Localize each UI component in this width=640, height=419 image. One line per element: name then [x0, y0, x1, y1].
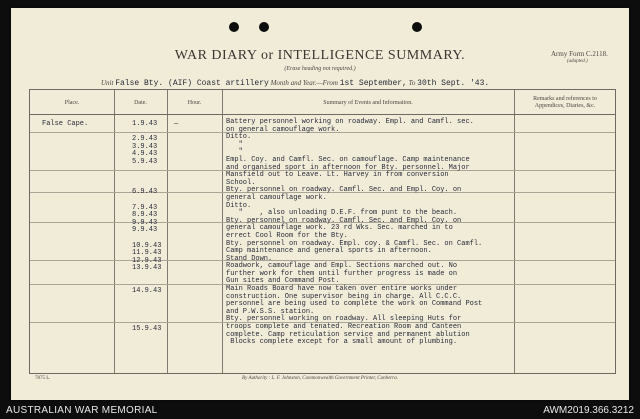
unit-label: Unit	[101, 79, 114, 87]
printer-authority: By Authority : L. F. Johnston, Commonwealth Government Printer, Canberra.	[242, 376, 398, 381]
header-date: Date.	[134, 100, 147, 106]
army-form-number: Army Form C.2118.	[551, 50, 608, 58]
page-title: WAR DIARY or INTELLIGENCE SUMMARY.	[174, 48, 466, 63]
place-column: False Cape.	[42, 120, 89, 128]
diary-sheet	[11, 8, 629, 400]
date-column: 1.9.43 2.9.43 3.9.43 4.9.43 5.9.43 6.9.43 7.9.43 8.9.43 9.9.43 9.9.43 10.9.43 11.9.43 12.9.43 13.9.43 14.9.43 15.9.43	[132, 120, 162, 334]
archive-caption: AUSTRALIAN WAR MEMORIAL	[6, 405, 158, 416]
from-value: 1st September,	[339, 79, 407, 88]
page-subtitle: (Erase heading not required.)	[284, 66, 356, 72]
to-label: To	[408, 79, 416, 87]
hour-column: —	[174, 120, 179, 128]
unit-line	[101, 79, 489, 88]
summary-column: Battery personnel working on roadway. Empl. and Camfl. sec. on general camouflage work. Ditto. " " Empl. Coy. and Camfl. Sec. on camouflage. Camp maintenance and organised sport in afternoon for Bty. personnel. Major Mansfield out to Leave. Lt. Harvey in from conversion School. Bty. personnel on roadway. Camfl. Sec. and Empl. Coy. on general camouflage work. Ditto. " , also unloading D.E.F. from punt to the beach. Bty. personnel on roadway. Camfl. Sec. and Empl. Coy. on general camouflage work. 23 rd Wks. Sec. marched in to errect Cool Room for the Bty. Bty. personnel on roadway. Empl. coy. & Camfl. Sec. on Camfl. Camp maintenance and general sports in afternoon. Stand Down. Roadwork, camouflage and Empl. Sections marched out. No further work for them until further progress is made on Gun sites and Command Post. Main Roads Board have now taken over entire works under construction. One supervisor being in charge. All C.C.C. personnel are being used to complete the work on Command Post and P.W.S.S. station. Bty. personnel working on roadway. All sleeping Huts for troops complete and tenated. Recreation Room and Canteen complete. Camp reticulation service and permanent ablution Blocks complete except for a small amount of plumbing.	[226, 118, 483, 347]
unit-value: False Bty. (AIF) Coast artillery	[115, 79, 269, 88]
adapted-note: (adapted.)	[567, 59, 588, 64]
punch-hole	[412, 22, 422, 32]
punch-hole	[229, 22, 239, 32]
diary-table	[29, 89, 616, 374]
header-remarks: Remarks and references to Appendices, Diaries, &c.	[533, 96, 597, 109]
form-number: 7875 L.	[35, 376, 51, 381]
header-hour: Hour.	[187, 100, 202, 106]
accession-number: AWM2019.366.3212	[543, 405, 634, 416]
header-place: Place.	[64, 100, 80, 106]
header-summary: Summary of Events and Information.	[323, 100, 413, 106]
punch-hole	[259, 22, 269, 32]
to-value: 30th Sept. '43.	[417, 79, 490, 88]
header-divider	[30, 114, 615, 115]
month-label: Month and Year.—From	[270, 79, 338, 87]
